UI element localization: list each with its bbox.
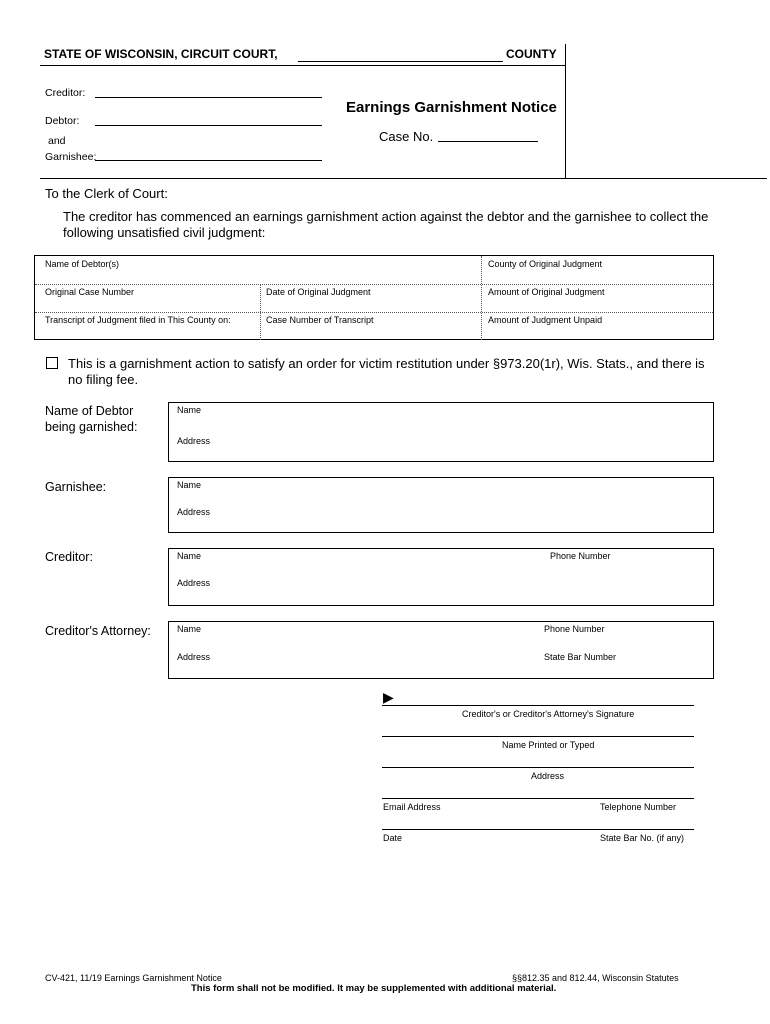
debtor-field[interactable] xyxy=(95,125,322,126)
header-bottom-border xyxy=(40,178,767,179)
table-row-divider-2 xyxy=(35,312,713,313)
debtor-box xyxy=(168,402,714,462)
creditor-address-field[interactable]: Address xyxy=(177,578,211,588)
statutes: §§812.35 and 812.44, Wisconsin Statutes xyxy=(512,973,679,983)
victim-restitution-text: This is a garnishment action to satisfy an order for victim restitution under §973.20(1r), Wis. Stats., and there is no filing fee. xyxy=(68,356,705,387)
cell-original-case-number[interactable]: Original Case Number xyxy=(45,287,135,297)
telephone-label: Telephone Number xyxy=(600,802,677,812)
garnishee-label: Garnishee: xyxy=(45,151,97,163)
creditor-label: Creditor: xyxy=(45,87,86,99)
header-court-underline xyxy=(40,65,566,66)
attorney-bar-field[interactable]: State Bar Number xyxy=(544,652,617,662)
intro-body: The creditor has commenced an earnings garnishment action against the debtor and the garnishee to collect the following unsatisfied civil judgment: xyxy=(63,209,709,240)
creditor-field[interactable] xyxy=(95,97,322,98)
name-printed-field[interactable] xyxy=(382,736,694,737)
creditor-phone-field[interactable]: Phone Number xyxy=(550,551,611,561)
court-prefix: STATE OF WISCONSIN, CIRCUIT COURT, xyxy=(44,47,278,61)
address-label: Address xyxy=(531,771,565,781)
cell-county-original[interactable]: County of Original Judgment xyxy=(488,259,603,269)
county-label: COUNTY xyxy=(506,47,557,61)
debtor-section-label: Name of Debtor being garnished: xyxy=(45,404,138,434)
cell-amount-unpaid[interactable]: Amount of Judgment Unpaid xyxy=(488,315,603,325)
date-label: Date xyxy=(383,833,403,843)
cell-amount-original[interactable]: Amount of Original Judgment xyxy=(488,287,605,297)
attorney-name-field[interactable]: Name xyxy=(177,624,202,634)
debtor-address-field[interactable]: Address xyxy=(177,436,211,446)
modification-notice: This form shall not be modified. It may be supplemented with additional material. xyxy=(191,983,557,994)
state-bar-label: State Bar No. (if any) xyxy=(600,833,685,843)
form-id: CV-421, 11/19 Earnings Garnishment Notice xyxy=(45,973,222,983)
garnishee-field[interactable] xyxy=(95,160,322,161)
debtor-label: Debtor: xyxy=(45,115,80,127)
case-no-label: Case No. xyxy=(379,129,434,144)
creditor-section-label: Creditor: xyxy=(45,550,93,564)
table-col-divider-mid xyxy=(260,284,261,340)
cell-case-number-transcript[interactable]: Case Number of Transcript xyxy=(266,315,374,325)
signature-label: Creditor's or Creditor's Attorney's Signature xyxy=(462,709,635,719)
email-telephone-field[interactable] xyxy=(382,798,694,799)
cell-transcript-filed[interactable]: Transcript of Judgment filed in This County on: xyxy=(45,315,231,325)
email-label: Email Address xyxy=(383,802,441,812)
form-title: Earnings Garnishment Notice xyxy=(346,99,557,116)
attorney-section-label: Creditor's Attorney: xyxy=(45,624,151,638)
table-row-divider-1 xyxy=(35,284,713,285)
debtor-name-field[interactable]: Name xyxy=(177,405,202,415)
garnishee-name-field[interactable]: Name xyxy=(177,480,202,490)
address-field[interactable] xyxy=(382,767,694,768)
table-col-divider-right xyxy=(481,256,482,340)
attorney-box xyxy=(168,621,714,679)
victim-restitution-checkbox[interactable] xyxy=(46,357,58,369)
garnishee-box xyxy=(168,477,714,533)
judgment-table xyxy=(34,255,714,340)
date-bar-field[interactable] xyxy=(382,829,694,830)
creditor-name-field[interactable]: Name xyxy=(177,551,202,561)
garnishee-address-field[interactable]: Address xyxy=(177,507,211,517)
signature-arrow-icon: ▶ xyxy=(383,689,394,705)
creditor-box xyxy=(168,548,714,606)
signature-field[interactable] xyxy=(382,705,694,706)
attorney-phone-field[interactable]: Phone Number xyxy=(544,624,605,634)
case-no-field[interactable] xyxy=(438,141,538,142)
cell-name-of-debtors[interactable]: Name of Debtor(s) xyxy=(45,259,120,269)
garnishee-section-label: Garnishee: xyxy=(45,480,107,494)
clerk-greeting: To the Clerk of Court: xyxy=(45,186,168,201)
attorney-address-field[interactable]: Address xyxy=(177,652,211,662)
county-field[interactable] xyxy=(298,61,503,62)
and-label: and xyxy=(48,135,66,147)
name-printed-label: Name Printed or Typed xyxy=(502,740,595,750)
cell-date-original[interactable]: Date of Original Judgment xyxy=(266,287,371,297)
